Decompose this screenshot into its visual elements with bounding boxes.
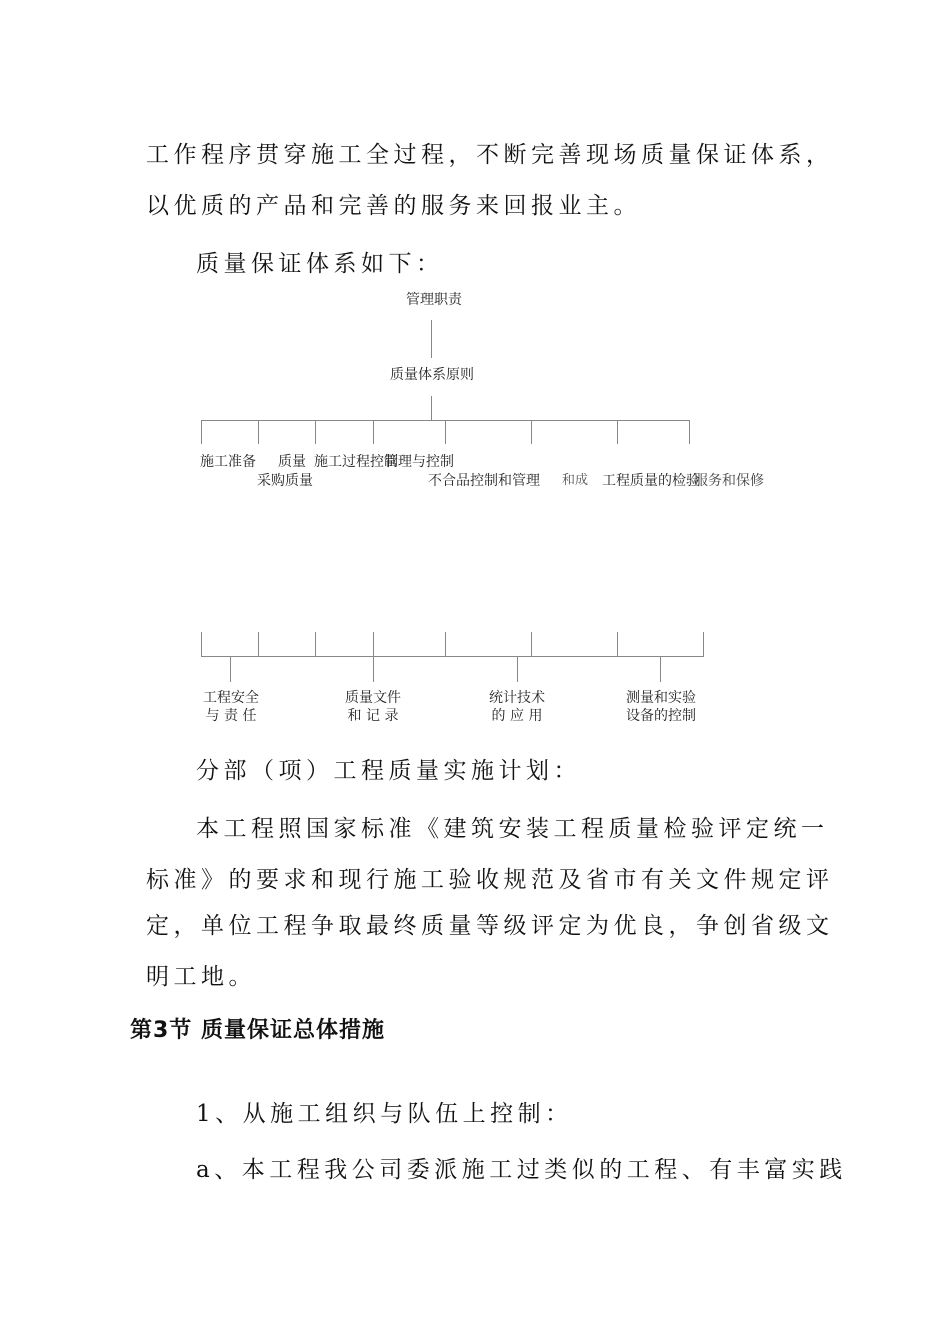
node-quality-docs-l1: 质量文件 [345, 690, 401, 706]
upper-tick [373, 420, 374, 444]
lower-tick [201, 632, 202, 656]
connector-top [431, 320, 432, 358]
upper-tick [315, 420, 316, 444]
node-process-control: 施工过程控制 [314, 454, 398, 470]
node-measurement-l2: 设备的控制 [626, 708, 696, 724]
upper-tick [258, 420, 259, 444]
node-measurement [619, 689, 703, 725]
upper-tick [201, 420, 202, 444]
node-statistics [484, 689, 550, 725]
intro-line-1: 工作程序贯穿施工全过程，不断完善现场质量保证体系， [146, 142, 834, 168]
plan-title: 分部（项）工程质量实施计划： [196, 758, 581, 784]
plan-body-line-3: 定，单位工程争取最终质量等级评定为优良，争创省级文 [146, 913, 834, 939]
diagram-title: 质量保证体系如下： [196, 251, 444, 277]
node-safety-l2: 与 责 任 [205, 708, 257, 724]
plan-body-line-1: 本工程照国家标准《建筑安装工程质量检验评定统一 [196, 816, 829, 842]
node-procurement-quality: 采购质量 [257, 473, 313, 489]
node-statistics-l1: 统计技术 [489, 690, 545, 706]
node-measurement-l1: 测量和实验 [626, 690, 696, 706]
lower-drop [517, 656, 518, 682]
lower-bracket-line [201, 656, 704, 657]
node-service-warranty: 服务和保修 [694, 473, 764, 489]
node-quality: 质量 [278, 454, 306, 470]
lower-tick [315, 632, 316, 656]
lower-drop [373, 656, 374, 682]
intro-line-2: 以优质的产品和完善的服务来回报业主。 [146, 193, 641, 219]
node-management-duties: 管理职责 [406, 292, 462, 308]
lower-drop [230, 656, 231, 682]
lower-tick [373, 632, 374, 656]
node-statistics-l2: 的 应 用 [491, 708, 543, 724]
node-construction-prep: 施工准备 [200, 454, 256, 470]
node-management-control: 管理与控制 [384, 454, 454, 470]
node-quality-docs [340, 689, 406, 725]
node-safety-l1: 工程安全 [203, 690, 259, 706]
plan-body-line-2: 标准》的要求和现行施工验收规范及省市有关文件规定评 [146, 867, 834, 893]
upper-tick [617, 420, 618, 444]
node-nonconforming-control: 不合品控制和管理 [428, 473, 540, 489]
section-item-a: a、本工程我公司委派施工过类似的工程、有丰富实践 [196, 1157, 847, 1183]
upper-tick [689, 420, 690, 444]
connector-second [431, 396, 432, 420]
lower-drop [660, 656, 661, 682]
section-item-1: 1、从施工组织与队伍上控制： [196, 1101, 573, 1127]
node-inspection: 工程质量的检验 [602, 473, 700, 489]
node-safety [198, 689, 264, 725]
plan-body-line-4: 明工地。 [146, 964, 256, 990]
upper-tick [531, 420, 532, 444]
lower-tick [703, 632, 704, 656]
lower-tick [617, 632, 618, 656]
upper-tick [445, 420, 446, 444]
node-finished-product: 和成 [562, 473, 589, 488]
lower-tick [531, 632, 532, 656]
section-heading: 第3节 质量保证总体措施 [130, 1018, 385, 1043]
lower-tick [258, 632, 259, 656]
node-quality-docs-l2: 和 记 录 [347, 708, 399, 724]
node-system-principles: 质量体系原则 [390, 367, 474, 383]
lower-tick [445, 632, 446, 656]
